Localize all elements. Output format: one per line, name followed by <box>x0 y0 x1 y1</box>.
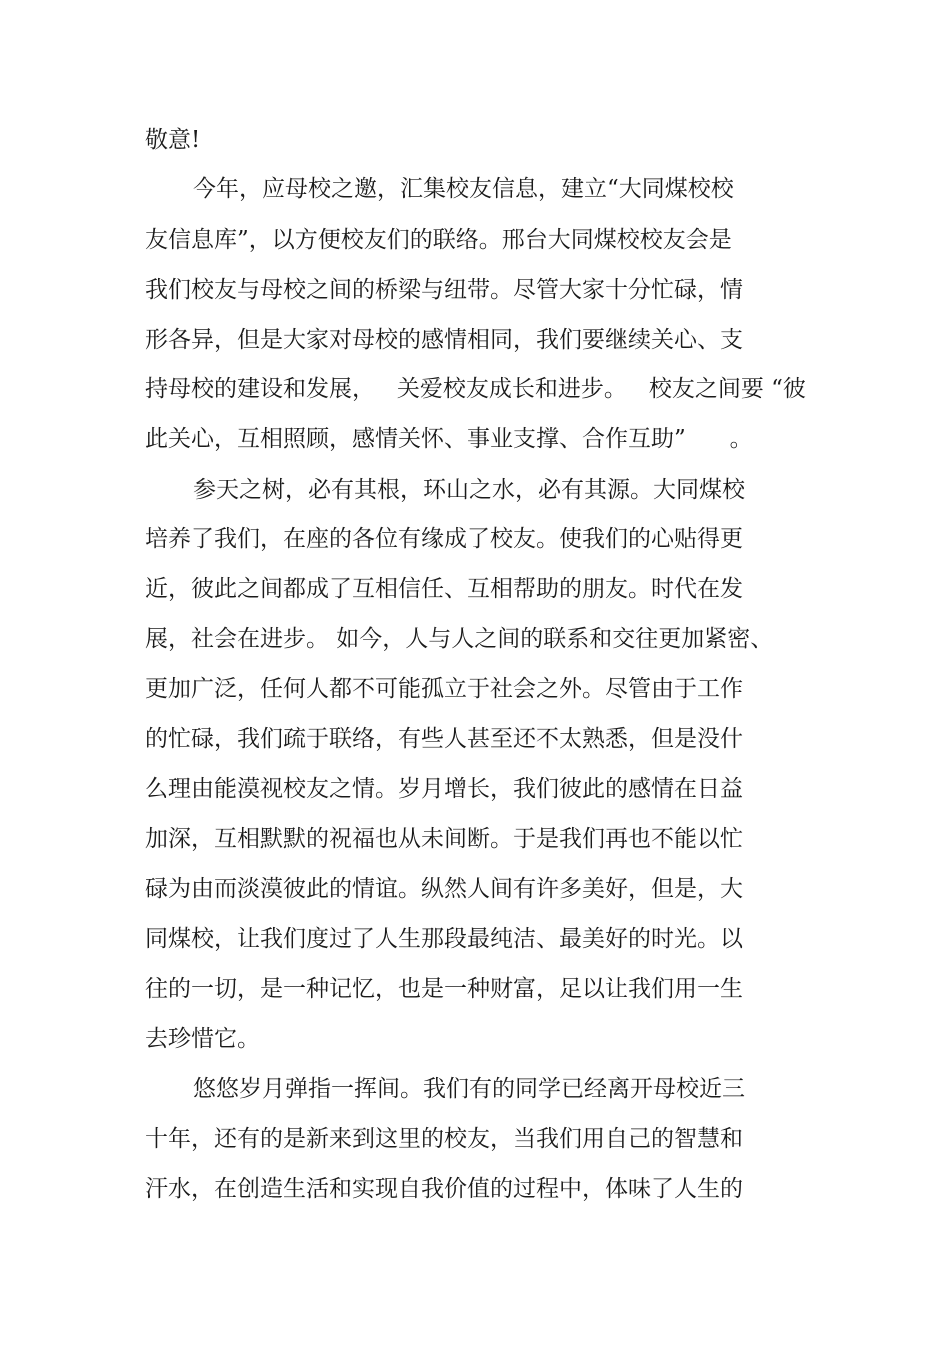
text-line: 培养了我们，在座的各位有缘成了校友。使我们的心贴得更 <box>145 526 743 552</box>
paragraph-start-line: 参天之树，必有其根，环山之水，必有其源。大同煤校 <box>193 477 745 503</box>
text-line: 敬意! <box>145 127 201 153</box>
text-line: 汗水，在创造生活和实现自我价值的过程中，体味了人生的 <box>145 1176 743 1202</box>
paragraph-start-line: 悠悠岁月弹指一挥间。我们有的同学已经离开母校近三 <box>193 1076 745 1102</box>
text-line: 形各异，但是大家对母校的感情相同，我们要继续关心、支 <box>145 327 743 353</box>
text-line: 更加广泛，任何人都不可能孤立于社会之外。尽管由于工作 <box>145 676 743 702</box>
text-line: 展，社会在进步。 如今，人与人之间的联系和交往更加紧密、 <box>145 626 774 652</box>
text-line: 碌为由而淡漠彼此的情谊。纵然人间有许多美好，但是，大 <box>145 876 743 902</box>
text-line: 持母校的建设和发展， 关爱校友成长和进步。 校友之间要 “彼 <box>145 376 806 402</box>
paragraph-start-line: 今年，应母校之邀，汇集校友信息，建立“大同煤校校 <box>193 176 734 202</box>
text-line: 近，彼此之间都成了互相信任、互相帮助的朋友。时代在发 <box>145 576 743 602</box>
text-line: 么理由能漠视校友之情。岁月增长，我们彼此的感情在日益 <box>145 776 743 802</box>
text-line: 我们校友与母校之间的桥梁与纽带。尽管大家十分忙碌，情 <box>145 277 743 303</box>
text-line: 友信息库”，以方便校友们的联络。邢台大同煤校校友会是 <box>145 227 732 253</box>
text-line: 同煤校，让我们度过了人生那段最纯洁、最美好的时光。以 <box>145 926 743 952</box>
text-line: 此关心，互相照顾，感情关怀、事业支撑、合作互助” 。 <box>145 426 753 452</box>
text-line: 十年，还有的是新来到这里的校友，当我们用自己的智慧和 <box>145 1126 743 1152</box>
text-line: 往的一切，是一种记忆，也是一种财富，足以让我们用一生 <box>145 976 743 1002</box>
text-line: 的忙碌，我们疏于联络，有些人甚至还不太熟悉，但是没什 <box>145 726 743 752</box>
text-line: 去珍惜它。 <box>145 1026 260 1052</box>
text-line: 加深，互相默默的祝福也从未间断。于是我们再也不能以忙 <box>145 826 743 852</box>
